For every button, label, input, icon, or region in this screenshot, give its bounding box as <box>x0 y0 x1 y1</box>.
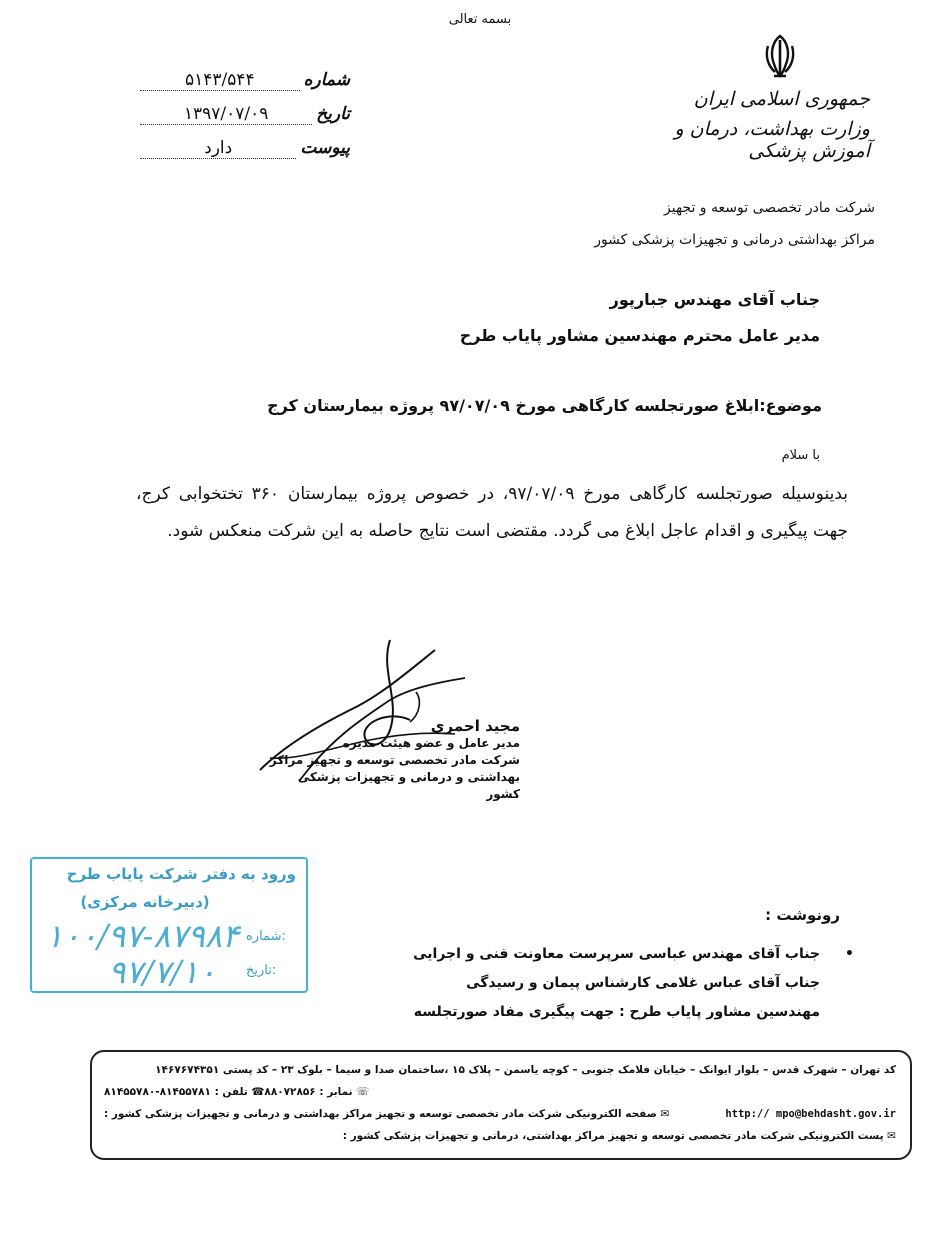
recipient-name: جناب آقای مهندس جبارپور <box>609 290 820 309</box>
letter-body: بدینوسیله صورتجلسه کارگاهی مورخ ۹۷/۰۷/۰۹، در خصوص پروژه بیمارستان ۳۶۰ تختخوابی کرج، جهت پیگیری و اقدام عاجل ابلاغ می گردد. مقتضی است نتایج حاصله به این شرکت منعکس شود. <box>136 484 848 541</box>
footer-fax: ☏ نمابر : ۸۸۰۷۲۸۵۶ <box>264 1086 370 1098</box>
recipient-title: مدیر عامل محترم مهندسین مشاور پایاب طرح <box>459 326 820 345</box>
footer-website-row <box>104 1108 896 1120</box>
stamp-number-value: ۱۰۰/۹۷-۸۷۹۸۴ <box>45 917 240 955</box>
salutation: با سلام <box>781 448 820 463</box>
footer-email-label: پست الکترونیکی شرکت مادر تخصصی توسعه و تجهیز مراکز بهداشتی، درمانی و تجهیزات پزشکی کشور : <box>342 1130 884 1142</box>
footer-phone: ☎ تلفن : ۸۱۴۵۵۷۸۱-۸۱۴۵۵۷۸۰ <box>104 1086 265 1098</box>
signatory-org-line-2: بهداشتی و درمانی و تجهیزات پزشکی کشور <box>297 770 520 801</box>
letter-number-label: شماره <box>303 70 350 90</box>
letter-date-value: ۱۳۹۷/۰۷/۰۹ <box>140 104 312 125</box>
bismillah-heading: بسمه تعالی <box>448 12 512 27</box>
letter-number-row <box>140 70 350 104</box>
stamp-date-value: ۹۷/۷/۱۰ <box>108 953 216 991</box>
stamp-title: ورود به دفتر شرکت پایاب طرح <box>66 865 296 883</box>
signatory-name: مجید احمری <box>430 717 520 735</box>
footer-fax-text: نمابر : ۸۸۰۷۲۸۵۶ <box>264 1086 353 1098</box>
signature-block <box>260 718 520 803</box>
footer-website-url[interactable]: http:// mpo@behdasht.gov.ir <box>725 1108 896 1120</box>
cc-item-text: جناب آقای عباس غلامی کارشناس پیمان و رسیدگی <box>466 975 820 991</box>
cc-item-text: مهندسین مشاور پایاب طرح : جهت پیگیری مفاد صورتجلسه <box>413 1004 820 1020</box>
company-line-1: شرکت مادر تخصصی توسعه و تجهیز <box>664 200 875 216</box>
letter-attachment-row <box>140 138 350 172</box>
letter-attachment-label: پیوست <box>300 138 350 158</box>
footer-email-row: ✉ پست الکترونیکی شرکت مادر تخصصی توسعه و تجهیز مراکز بهداشتی، درمانی و تجهیزات پزشکی کشور : <box>342 1130 896 1142</box>
letter-subject: موضوع:ابلاغ صورتجلسه کارگاهی مورخ ۹۷/۰۷/۰۹ پروژه بیمارستان کرج <box>267 396 822 415</box>
signatory-title: مدیر عامل و عضو هیئت مدیره <box>342 736 520 750</box>
company-line-2: مراکز بهداشتی درمانی و تجهیزات پزشکی کشور <box>594 232 875 248</box>
cc-item-text: جناب آقای مهندس عباسی سرپرست معاونت فنی و اجرایی <box>413 946 820 962</box>
cc-list <box>370 940 854 1027</box>
stamp-number-label: شماره: <box>246 929 286 944</box>
stamp-subtitle: (دبیرخانه مرکزی) <box>80 893 210 911</box>
ministry-line-1: جمهوری اسلامی ایران <box>693 88 870 110</box>
bullet-icon: • <box>845 946 854 962</box>
footer-website-label-text: صفحه الکترونیکی شرکت مادر تخصصی توسعه و تجهیز مراکز بهداشتی و درمانی و تجهیزات پزشکی کشور : <box>104 1108 657 1120</box>
cc-item <box>370 969 820 998</box>
footer-contact-box <box>90 1050 912 1160</box>
footer-phone-text: تلفن : ۸۱۴۵۵۷۸۱-۸۱۴۵۵۷۸۰ <box>104 1086 248 1098</box>
cc-item <box>370 998 820 1027</box>
letter-attachment-value: دارد <box>140 138 296 159</box>
footer-website-label: ✉ صفحه الکترونیکی شرکت مادر تخصصی توسعه و تجهیز مراکز بهداشتی و درمانی و تجهیزات پزشکی کشور : <box>104 1108 670 1120</box>
cc-title: رونوشت : <box>765 906 840 924</box>
signatory-org-line-1: شرکت مادر تخصصی توسعه و تجهیز مراکز <box>269 753 520 767</box>
footer-phone-fax-row <box>104 1086 896 1098</box>
cc-item <box>370 940 854 969</box>
letter-number-value: ۵۱۴۳/۵۴۴ <box>140 70 300 91</box>
ministry-line-2: وزارت بهداشت، درمان و آموزش پزشکی <box>674 118 870 162</box>
footer-address: کد تهران – شهرک قدس – بلوار ایوانک – خیابان فلامک جنوبی – کوچه یاسمن – پلاک ۱۵ ،ساختمان صدا و سیما – بلوک ۲۳ – کد پستی ۱۴۶۷۶۷۴۳۵۱ <box>155 1064 896 1076</box>
letter-meta-block <box>140 70 350 172</box>
iran-emblem-icon <box>760 32 800 80</box>
entry-stamp <box>30 857 308 993</box>
stamp-date-label: تاریخ: <box>246 963 277 978</box>
letter-date-label: تاریخ <box>316 104 350 124</box>
letter-date-row <box>140 104 350 138</box>
